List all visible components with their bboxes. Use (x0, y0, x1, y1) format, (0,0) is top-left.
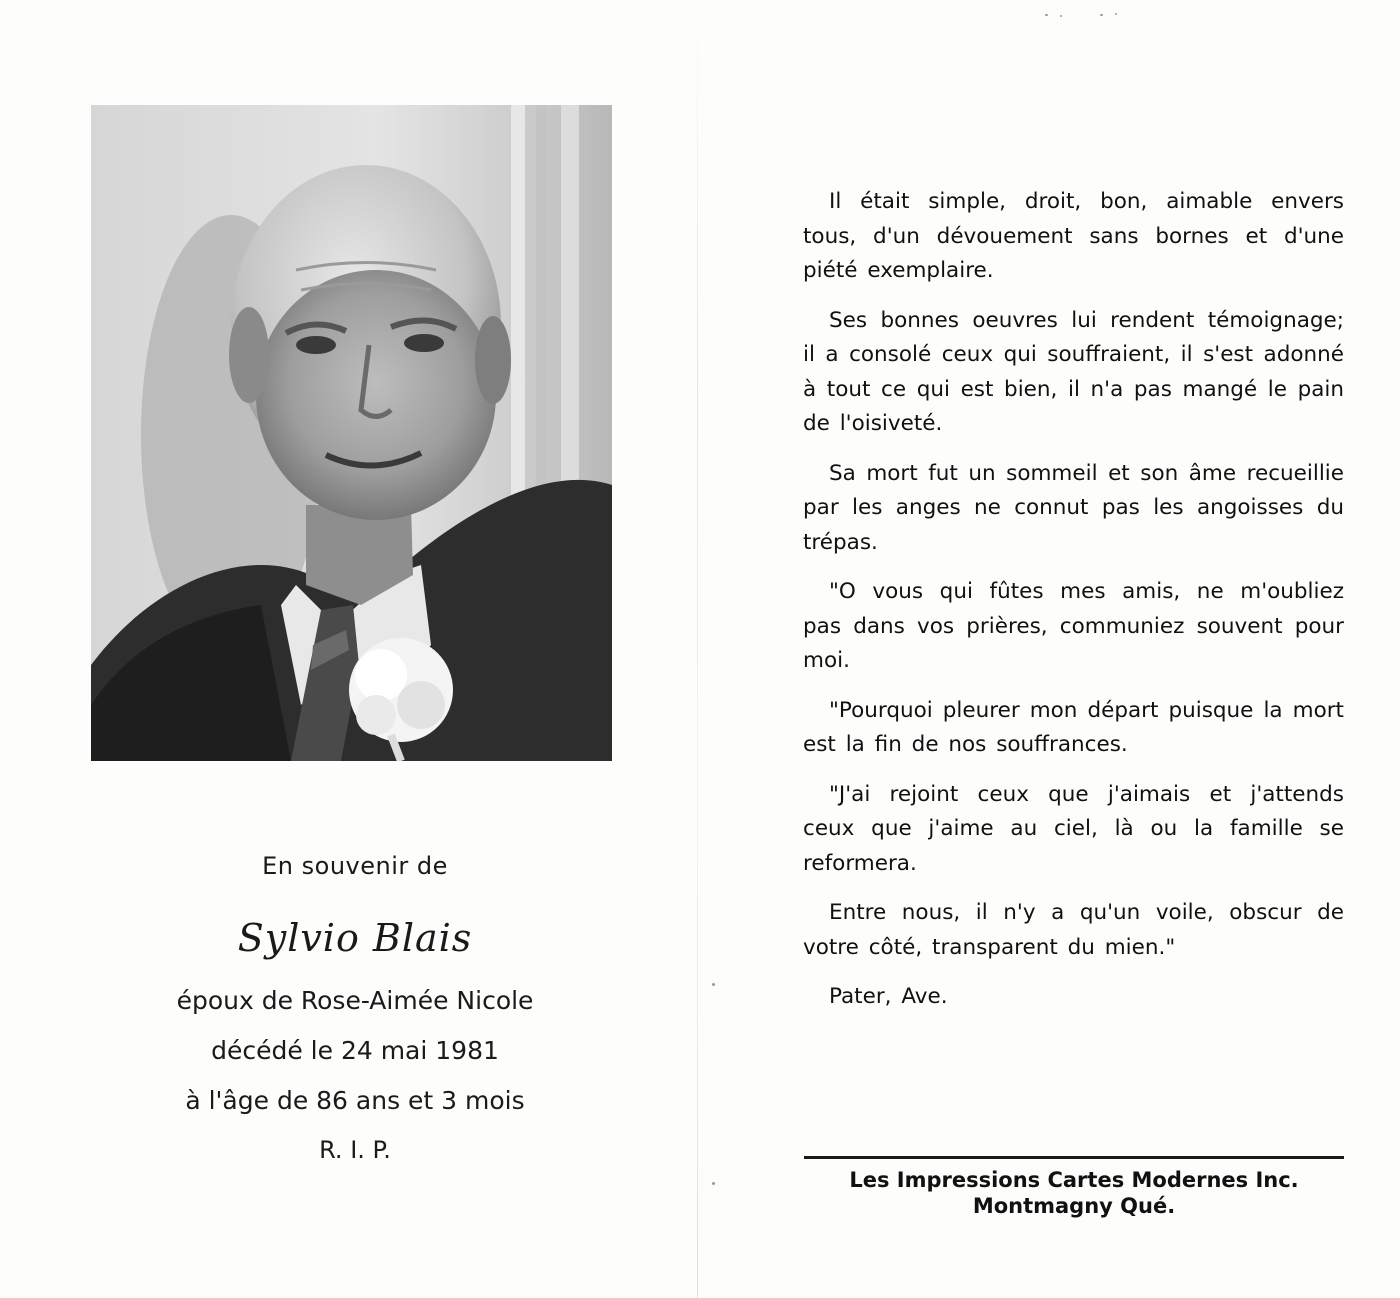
scan-speck (1045, 14, 1048, 16)
scan-speck (712, 983, 715, 986)
deceased-name: Sylvio Blais (237, 916, 473, 960)
scan-speck (1115, 13, 1117, 15)
prayer-text (803, 185, 1344, 1030)
printer-location: Montmagny Qué. (972, 1194, 1176, 1218)
scan-speck (1060, 15, 1062, 17)
scan-speck (712, 1182, 715, 1185)
spouse-line: époux de Rose-Aimée Nicole (176, 986, 534, 1015)
prayer-paragraph: Il était simple, droit, bon, aimable envers tous, d'un dévouement sans bornes et d'une piété exemplaire. (803, 189, 1344, 283)
prayer-paragraph: "J'ai rejoint ceux que j'aimais et j'attends ceux que j'aime au ciel, là ou la famille se reformera. (803, 781, 1344, 876)
memorial-intro: En souvenir de (262, 852, 448, 880)
prayer-paragraph: "Pourquoi pleurer mon départ puisque la mort est la fin de nos souffrances. (803, 697, 1344, 757)
death-date-line: décédé le 24 mai 1981 (211, 1036, 499, 1065)
printer-divider (804, 1156, 1344, 1159)
prayer-paragraph: Ses bonnes oeuvres lui rendent témoignage; il a consolé ceux qui souffraient, il s'est adonné à tout ce qui est bien, il n'a pas mangé le pain de l'oisiveté. (803, 307, 1344, 436)
prayer-closing: Pater, Ave. (829, 984, 948, 1009)
prayer-paragraph: Sa mort fut un sommeil et son âme recueillie par les anges ne connut pas les angoisses du trépas. (803, 460, 1344, 555)
portrait-photo (91, 105, 612, 761)
card-fold-line (697, 0, 698, 1298)
printer-name: Les Impressions Cartes Modernes Inc. (849, 1168, 1299, 1192)
scan-speck (1100, 14, 1103, 16)
prayer-paragraph: "O vous qui fûtes mes amis, ne m'oubliez pas dans vos prières, communiez souvent pour moi. (803, 579, 1344, 673)
rip-line: R. I. P. (319, 1136, 391, 1164)
age-line: à l'âge de 86 ans et 3 mois (185, 1086, 525, 1115)
prayer-paragraph: Entre nous, il n'y a qu'un voile, obscur de votre côté, transparent du mien." (803, 900, 1344, 960)
